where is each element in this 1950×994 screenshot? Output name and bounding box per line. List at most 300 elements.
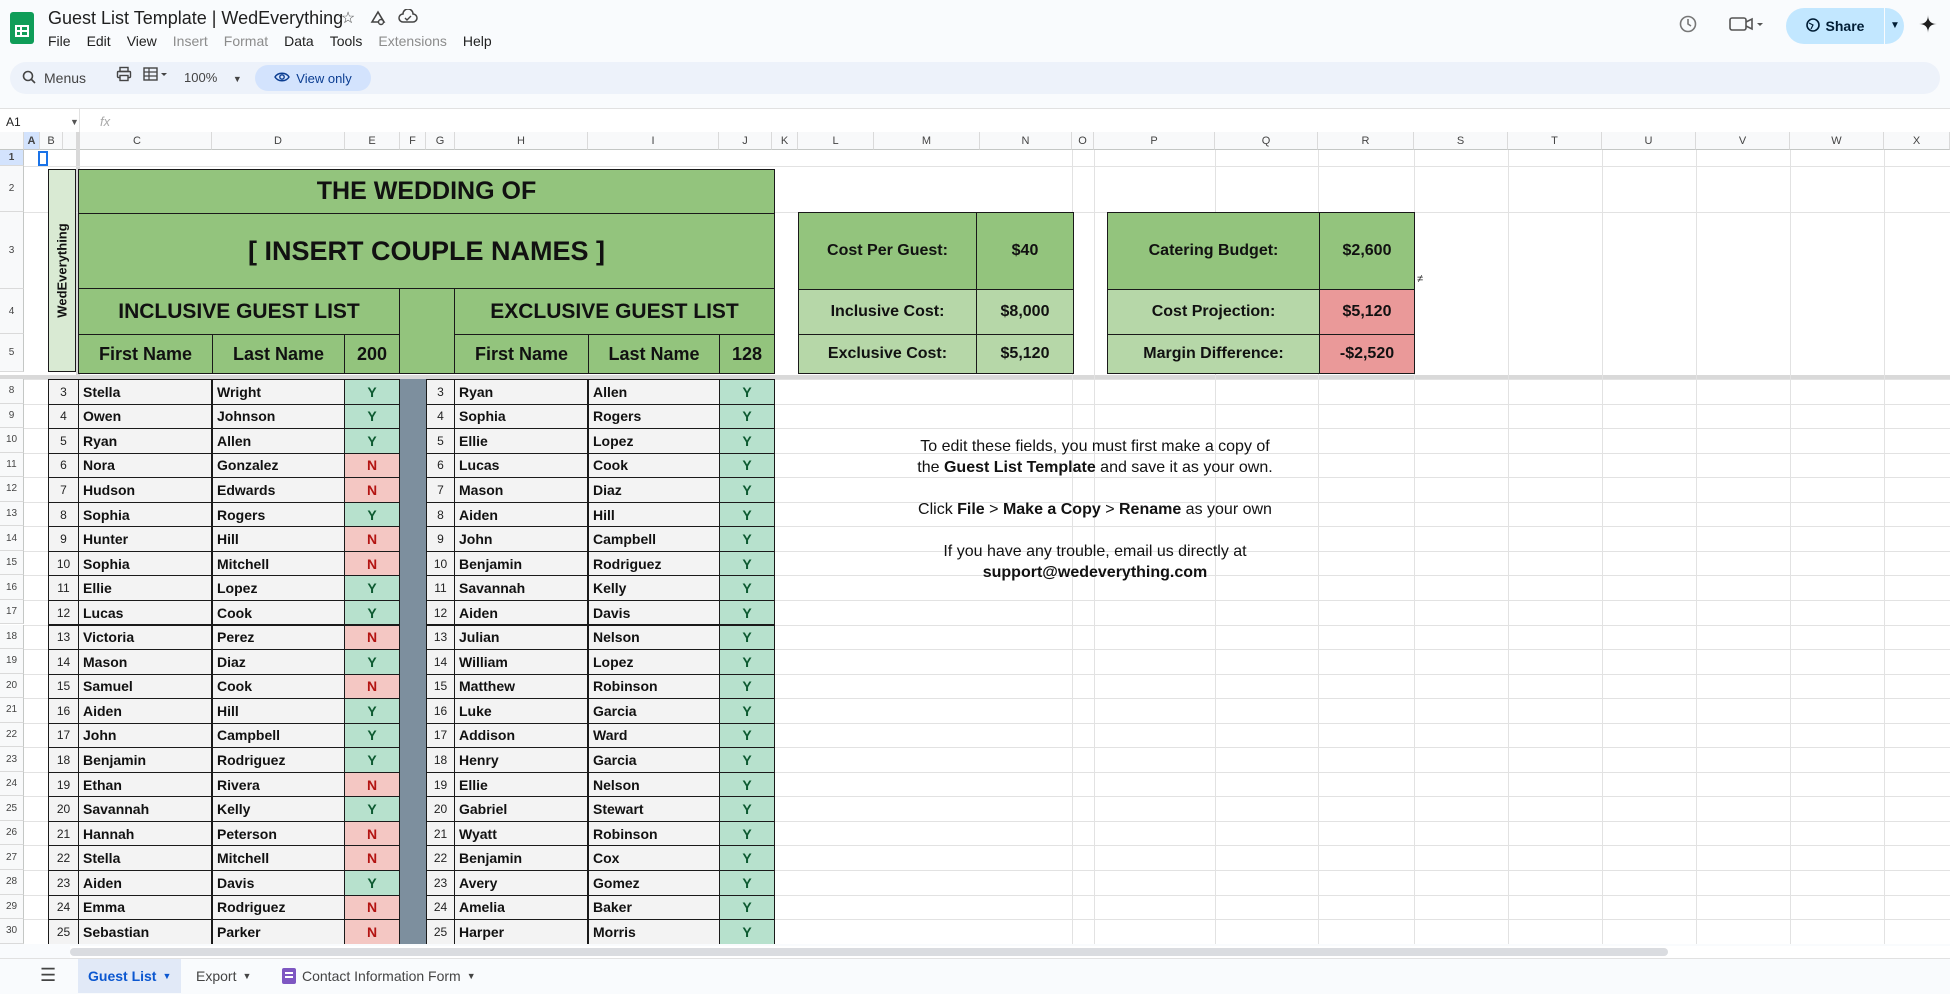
exclusive-guest-number[interactable]: 4 [426,404,455,430]
inclusive-last-name-header[interactable]: Last Name [212,334,345,374]
exclusive-last-name[interactable]: Davis [588,600,720,626]
notice-text: the [917,459,944,476]
row-header-10[interactable]: 10 [0,428,24,453]
inclusive-last-name[interactable]: Rodriguez [212,895,345,921]
exclusive-first-name[interactable]: Addison [454,723,588,749]
inclusive-first-name[interactable]: Samuel [78,674,212,700]
exclusive-first-name[interactable]: Avery [454,870,588,896]
inclusive-guest-number[interactable]: 5 [48,428,79,454]
cost-projection-label[interactable]: Cost Projection: [1107,289,1320,335]
column-header-w[interactable]: W [1790,132,1884,150]
inclusive-first-name[interactable]: Victoria [78,625,212,651]
brand-vertical-cell[interactable] [48,169,76,372]
exclusive-first-name[interactable]: Julian [454,625,588,651]
exclusive-last-name[interactable]: Campbell [588,526,720,552]
inclusive-rsvp-status[interactable]: Y [344,796,400,822]
inclusive-first-name[interactable]: John [78,723,212,749]
exclusive-guest-number[interactable]: 21 [426,821,455,847]
exclusive-guest-number[interactable]: 17 [426,723,455,749]
exclusive-rsvp-status[interactable]: Y [719,895,775,921]
exclusive-rsvp-status[interactable]: Y [719,477,775,503]
cost-projection-value[interactable]: $5,120 [1319,289,1415,335]
column-header-k[interactable]: K [772,132,798,150]
row-header-23[interactable]: 23 [0,747,24,772]
view-only-button[interactable] [255,65,371,91]
exclusive-guest-number[interactable]: 19 [426,772,455,798]
horizontal-scrollbar[interactable] [70,946,1950,958]
exclusive-guest-number[interactable]: 9 [426,526,455,552]
exclusive-rsvp-status[interactable]: Y [719,821,775,847]
menu-view[interactable]: View [127,31,165,51]
exclusive-last-name[interactable]: Rodriguez [588,551,720,577]
exclusive-rsvp-status[interactable]: Y [719,796,775,822]
row-header-14[interactable]: 14 [0,526,24,551]
sheet-tab-guest-list[interactable] [78,959,181,993]
menu-format[interactable]: Format [224,31,276,51]
row-header-28[interactable]: 28 [0,870,24,895]
inclusive-guest-number[interactable]: 15 [48,674,79,700]
inclusive-guest-number[interactable]: 4 [48,404,79,430]
column-header-m[interactable]: M [874,132,980,150]
inclusive-first-name[interactable]: Hannah [78,821,212,847]
inclusive-guest-number[interactable]: 16 [48,698,79,724]
menu-file[interactable]: File [48,31,79,51]
row-header-3[interactable]: 3 [0,212,24,289]
inclusive-guest-number[interactable]: 3 [48,379,79,405]
exclusive-guest-number[interactable]: 13 [426,625,455,651]
exclusive-last-name[interactable]: Nelson [588,772,720,798]
move-to-drive-icon[interactable] [368,9,388,29]
column-header-n[interactable]: N [980,132,1072,150]
column-header-x[interactable]: X [1884,132,1950,150]
zoom-select[interactable]: 100% ▼ [184,66,242,90]
inclusive-first-name[interactable]: Savannah [78,796,212,822]
exclusive-last-name[interactable]: Stewart [588,796,720,822]
inclusive-rsvp-status[interactable]: Y [344,698,400,724]
exclusive-first-name[interactable]: Gabriel [454,796,588,822]
inclusive-first-name[interactable]: Sebastian [78,919,212,944]
exclusive-first-name[interactable]: William [454,649,588,675]
notice-template-name: Guest List Template [944,459,1096,476]
column-header-f[interactable]: F [400,132,426,150]
inclusive-rsvp-status[interactable]: N [344,551,400,577]
inclusive-guest-number[interactable]: 17 [48,723,79,749]
inclusive-cost-label[interactable]: Inclusive Cost: [798,289,977,335]
row-header-27[interactable]: 27 [0,845,24,870]
exclusive-last-name[interactable]: Allen [588,379,720,405]
exclusive-rsvp-status[interactable]: Y [719,723,775,749]
inclusive-guest-number[interactable]: 9 [48,526,79,552]
inclusive-rsvp-status[interactable]: N [344,526,400,552]
exclusive-first-name[interactable]: Ryan [454,379,588,405]
inclusive-rsvp-status[interactable]: N [344,772,400,798]
inclusive-rsvp-status[interactable]: Y [344,379,400,405]
inclusive-guest-number[interactable]: 21 [48,821,79,847]
column-header-t[interactable]: T [1508,132,1602,150]
exclusive-last-name[interactable]: Diaz [588,477,720,503]
exclusive-rsvp-status[interactable]: Y [719,502,775,528]
sheet-tab-export[interactable] [186,959,261,993]
exclusive-first-name[interactable]: Wyatt [454,821,588,847]
exclusive-first-name[interactable]: Sophia [454,404,588,430]
cost-per-guest-value[interactable]: $40 [976,212,1074,290]
inclusive-guest-list-title[interactable]: INCLUSIVE GUEST LIST [78,288,400,335]
menu-extensions[interactable]: Extensions [378,31,454,51]
menus-search-input[interactable] [16,65,92,91]
row-header-26[interactable]: 26 [0,821,24,846]
inclusive-last-name[interactable]: Gonzalez [212,453,345,479]
exclusive-last-name[interactable]: Ward [588,723,720,749]
exclusive-rsvp-status[interactable]: Y [719,919,775,944]
inclusive-first-name[interactable]: Sophia [78,502,212,528]
column-header-c[interactable]: C [63,132,212,150]
all-sheets-menu-icon[interactable]: ☰ [40,965,56,986]
exclusive-rsvp-status[interactable]: Y [719,453,775,479]
inclusive-rsvp-status[interactable]: Y [344,428,400,454]
inclusive-rsvp-status[interactable]: N [344,821,400,847]
row-header-30[interactable]: 30 [0,919,24,944]
exclusive-first-name[interactable]: Ellie [454,772,588,798]
row-header-22[interactable]: 22 [0,723,24,748]
exclusive-first-name[interactable]: Henry [454,747,588,773]
exclusive-cost-value[interactable]: $5,120 [976,334,1074,374]
couple-names-title[interactable]: [ INSERT COUPLE NAMES ] [78,213,775,289]
share-options-chevron-down-icon[interactable]: ▼ [1886,8,1904,44]
exclusive-rsvp-status[interactable]: Y [719,551,775,577]
star-icon[interactable]: ☆ [338,9,358,29]
inclusive-first-name-header[interactable]: First Name [78,334,213,374]
inclusive-first-name[interactable]: Lucas [78,600,212,626]
inclusive-guest-number[interactable]: 6 [48,453,79,479]
inclusive-last-name[interactable]: Kelly [212,796,345,822]
exclusive-first-name[interactable]: Aiden [454,600,588,626]
print-icon[interactable] [116,66,132,90]
column-header-o[interactable]: O [1072,132,1094,150]
inclusive-guest-number[interactable]: 8 [48,502,79,528]
exclusive-guest-number[interactable]: 18 [426,747,455,773]
inclusive-rsvp-status[interactable]: Y [344,502,400,528]
exclusive-first-name[interactable]: Ellie [454,428,588,454]
meet-video-icon[interactable] [1724,14,1768,42]
exclusive-rsvp-status[interactable]: Y [719,674,775,700]
row-header-21[interactable]: 21 [0,698,24,723]
inclusive-count[interactable]: 200 [344,334,400,374]
inclusive-guest-number[interactable]: 20 [48,796,79,822]
exclusive-last-name[interactable]: Garcia [588,698,720,724]
exclusive-rsvp-status[interactable]: Y [719,404,775,430]
wedding-of-title[interactable]: THE WEDDING OF [78,169,775,214]
menu-help[interactable]: Help [463,31,500,51]
inclusive-first-name[interactable]: Emma [78,895,212,921]
exclusive-last-name[interactable]: Garcia [588,747,720,773]
exclusive-first-name[interactable]: Mason [454,477,588,503]
document-title[interactable]: Guest List Template | WedEverything [48,8,343,29]
exclusive-rsvp-status[interactable]: Y [719,526,775,552]
column-header-u[interactable]: U [1602,132,1696,150]
inclusive-last-name[interactable]: Mitchell [212,845,345,871]
exclusive-guest-number[interactable]: 20 [426,796,455,822]
exclusive-first-name[interactable]: Amelia [454,895,588,921]
inclusive-last-name[interactable]: Perez [212,625,345,651]
inclusive-last-name[interactable]: Lopez [212,575,345,601]
exclusive-guest-number[interactable]: 11 [426,575,455,601]
margin-difference-value[interactable]: -$2,520 [1319,334,1415,374]
inclusive-last-name[interactable]: Cook [212,600,345,626]
exclusive-last-name[interactable]: Cox [588,845,720,871]
row-header-24[interactable]: 24 [0,772,24,797]
column-header-l[interactable]: L [798,132,874,150]
chevron-down-icon[interactable]: ▼ [242,971,251,981]
exclusive-guest-number[interactable]: 15 [426,674,455,700]
exclusive-last-name[interactable]: Lopez [588,428,720,454]
sheets-logo-icon[interactable] [10,12,34,44]
inclusive-last-name[interactable]: Parker [212,919,345,944]
inclusive-first-name[interactable]: Nora [78,453,212,479]
exclusive-guest-number[interactable]: 25 [426,919,455,944]
inclusive-first-name[interactable]: Stella [78,845,212,871]
support-email[interactable]: support@wedeverything.com [983,564,1208,581]
exclusive-guest-list-title[interactable]: EXCLUSIVE GUEST LIST [454,288,775,335]
column-header-q[interactable]: Q [1215,132,1318,150]
row-header-9[interactable]: 9 [0,404,24,429]
menu-tools[interactable]: Tools [330,31,371,51]
name-box-chevron-down-icon[interactable]: ▼ [70,109,79,135]
inclusive-guest-number[interactable]: 18 [48,747,79,773]
catering-budget-label[interactable]: Catering Budget: [1107,212,1320,290]
column-header-r[interactable]: R [1318,132,1414,150]
exclusive-rsvp-status[interactable]: Y [719,698,775,724]
chevron-down-icon[interactable]: ▼ [162,971,171,981]
inclusive-last-name[interactable]: Mitchell [212,551,345,577]
exclusive-rsvp-status[interactable]: Y [719,428,775,454]
margin-difference-label[interactable]: Margin Difference: [1107,334,1320,374]
inclusive-rsvp-status[interactable]: Y [344,723,400,749]
inclusive-first-name[interactable]: Benjamin [78,747,212,773]
inclusive-first-name[interactable]: Ellie [78,575,212,601]
exclusive-last-name[interactable]: Lopez [588,649,720,675]
exclusive-rsvp-status[interactable]: Y [719,870,775,896]
inclusive-guest-number[interactable]: 12 [48,600,79,626]
row-header-17[interactable]: 17 [0,600,24,625]
column-header-b[interactable]: B [40,132,63,150]
inclusive-guest-number[interactable]: 23 [48,870,79,896]
column-header-v[interactable]: V [1696,132,1790,150]
inclusive-guest-number[interactable]: 7 [48,477,79,503]
exclusive-guest-number[interactable]: 12 [426,600,455,626]
inclusive-last-name[interactable]: Cook [212,674,345,700]
exclusive-last-name-header[interactable]: Last Name [588,334,720,374]
row-header-2[interactable]: 2 [0,166,24,212]
inclusive-rsvp-status[interactable]: Y [344,649,400,675]
exclusive-guest-number[interactable]: 14 [426,649,455,675]
inclusive-rsvp-status[interactable]: Y [344,575,400,601]
exclusive-first-name[interactable]: Harper [454,919,588,944]
inclusive-guest-number[interactable]: 10 [48,551,79,577]
inclusive-last-name[interactable]: Hill [212,698,345,724]
inclusive-first-name[interactable]: Hunter [78,526,212,552]
share-button[interactable] [1786,8,1884,44]
column-header-e[interactable]: E [345,132,400,150]
inclusive-rsvp-status[interactable]: N [344,919,400,944]
exclusive-guest-number[interactable]: 8 [426,502,455,528]
inclusive-last-name[interactable]: Edwards [212,477,345,503]
row-header-13[interactable]: 13 [0,502,24,527]
menu-data[interactable]: Data [284,31,322,51]
column-header-a[interactable]: A [24,132,40,150]
exclusive-rsvp-status[interactable]: Y [719,575,775,601]
exclusive-last-name[interactable]: Robinson [588,821,720,847]
column-header-s[interactable]: S [1414,132,1508,150]
inclusive-first-name[interactable]: Stella [78,379,212,405]
inclusive-cost-value[interactable]: $8,000 [976,289,1074,335]
exclusive-first-name[interactable]: Aiden [454,502,588,528]
inclusive-rsvp-status[interactable]: N [344,895,400,921]
inclusive-first-name[interactable]: Ethan [78,772,212,798]
exclusive-rsvp-status[interactable]: Y [719,747,775,773]
inclusive-first-name[interactable]: Mason [78,649,212,675]
row-header-4[interactable]: 4 [0,289,24,334]
exclusive-rsvp-status[interactable]: Y [719,379,775,405]
exclusive-last-name[interactable]: Gomez [588,870,720,896]
catering-budget-value[interactable]: $2,600 [1319,212,1415,290]
inclusive-rsvp-status[interactable]: Y [344,747,400,773]
exclusive-last-name[interactable]: Robinson [588,674,720,700]
exclusive-first-name[interactable]: Lucas [454,453,588,479]
inclusive-rsvp-status[interactable]: N [344,674,400,700]
row-header-15[interactable]: 15 [0,551,24,576]
inclusive-last-name[interactable]: Davis [212,870,345,896]
exclusive-first-name-header[interactable]: First Name [454,334,589,374]
row-header-20[interactable]: 20 [0,674,24,699]
row-header-11[interactable]: 11 [0,453,24,478]
menu-edit[interactable]: Edit [87,31,119,51]
inclusive-last-name[interactable]: Rivera [212,772,345,798]
exclusive-first-name[interactable]: Savannah [454,575,588,601]
exclusive-cost-label[interactable]: Exclusive Cost: [798,334,977,374]
exclusive-count[interactable]: 128 [719,334,775,374]
inclusive-first-name[interactable]: Owen [78,404,212,430]
sheet-tab-contact-information-form[interactable] [272,959,486,993]
exclusive-guest-number[interactable]: 22 [426,845,455,871]
inclusive-first-name[interactable]: Ryan [78,428,212,454]
exclusive-last-name[interactable]: Baker [588,895,720,921]
inclusive-last-name[interactable]: Allen [212,428,345,454]
menu-insert[interactable]: Insert [173,31,216,51]
exclusive-rsvp-status[interactable]: Y [719,600,775,626]
chevron-down-icon[interactable]: ▼ [467,971,476,981]
exclusive-last-name[interactable]: Hill [588,502,720,528]
name-box[interactable]: A1 [0,109,80,135]
row-header-8[interactable]: 8 [0,379,24,404]
inclusive-guest-number[interactable]: 11 [48,575,79,601]
exclusive-rsvp-status[interactable]: Y [719,772,775,798]
exclusive-first-name[interactable]: Benjamin [454,551,588,577]
inclusive-first-name[interactable]: Hudson [78,477,212,503]
row-header-1[interactable]: 1 [0,150,24,166]
row-header-19[interactable]: 19 [0,649,24,674]
inclusive-first-name[interactable]: Sophia [78,551,212,577]
inclusive-first-name[interactable]: Aiden [78,870,212,896]
column-header-d[interactable]: D [212,132,345,150]
exclusive-first-name[interactable]: Benjamin [454,845,588,871]
inclusive-last-name[interactable]: Rogers [212,502,345,528]
inclusive-rsvp-status[interactable]: N [344,477,400,503]
exclusive-guest-number[interactable]: 16 [426,698,455,724]
exclusive-guest-number[interactable]: 5 [426,428,455,454]
gemini-spark-icon[interactable] [1914,14,1942,42]
inclusive-guest-number[interactable]: 19 [48,772,79,798]
inclusive-rsvp-status[interactable]: N [344,453,400,479]
inclusive-last-name[interactable]: Peterson [212,821,345,847]
inclusive-guest-number[interactable]: 24 [48,895,79,921]
exclusive-guest-number[interactable]: 3 [426,379,455,405]
inclusive-guest-number[interactable]: 13 [48,625,79,651]
view-mode-icon[interactable] [142,66,168,90]
exclusive-guest-number[interactable]: 6 [426,453,455,479]
column-header-h[interactable]: H [455,132,588,150]
inclusive-last-name[interactable]: Diaz [212,649,345,675]
scrollbar-thumb[interactable] [70,948,1668,956]
inclusive-rsvp-status[interactable]: N [344,845,400,871]
exclusive-first-name[interactable]: Matthew [454,674,588,700]
inclusive-rsvp-status[interactable]: Y [344,870,400,896]
exclusive-guest-number[interactable]: 10 [426,551,455,577]
exclusive-rsvp-status[interactable]: Y [719,649,775,675]
row-header-5[interactable]: 5 [0,334,24,372]
select-all-corner[interactable] [0,132,24,150]
column-header-i[interactable]: I [588,132,719,150]
cost-per-guest-label[interactable]: Cost Per Guest: [798,212,977,290]
inclusive-first-name[interactable]: Aiden [78,698,212,724]
row-header-12[interactable]: 12 [0,477,24,502]
inclusive-last-name[interactable]: Rodriguez [212,747,345,773]
exclusive-first-name[interactable]: John [454,526,588,552]
inclusive-last-name[interactable]: Wright [212,379,345,405]
inclusive-rsvp-status[interactable]: N [344,625,400,651]
inclusive-last-name[interactable]: Johnson [212,404,345,430]
column-header-j[interactable]: J [719,132,772,150]
row-header-16[interactable]: 16 [0,575,24,600]
inclusive-last-name[interactable]: Campbell [212,723,345,749]
exclusive-rsvp-status[interactable]: Y [719,845,775,871]
exclusive-last-name[interactable]: Rogers [588,404,720,430]
version-history-icon[interactable] [1674,14,1702,42]
exclusive-guest-number[interactable]: 7 [426,477,455,503]
cloud-status-icon[interactable] [398,9,418,29]
exclusive-last-name[interactable]: Morris [588,919,720,944]
column-header-p[interactable]: P [1094,132,1215,150]
inclusive-last-name[interactable]: Hill [212,526,345,552]
exclusive-last-name[interactable]: Kelly [588,575,720,601]
inclusive-guest-number[interactable]: 22 [48,845,79,871]
sheet-grid[interactable] [0,132,1950,944]
exclusive-first-name[interactable]: Luke [454,698,588,724]
inclusive-rsvp-status[interactable]: Y [344,600,400,626]
exclusive-last-name[interactable]: Cook [588,453,720,479]
exclusive-last-name[interactable]: Nelson [588,625,720,651]
row-header-18[interactable]: 18 [0,625,24,650]
column-header-g[interactable]: G [426,132,455,150]
row-header-25[interactable]: 25 [0,796,24,821]
selected-cell-a1[interactable] [38,151,48,166]
inclusive-rsvp-status[interactable]: Y [344,404,400,430]
exclusive-guest-number[interactable]: 23 [426,870,455,896]
exclusive-guest-number[interactable]: 24 [426,895,455,921]
inclusive-guest-number[interactable]: 14 [48,649,79,675]
exclusive-rsvp-status[interactable]: Y [719,625,775,651]
inclusive-guest-number[interactable]: 25 [48,919,79,944]
row-header-29[interactable]: 29 [0,895,24,920]
